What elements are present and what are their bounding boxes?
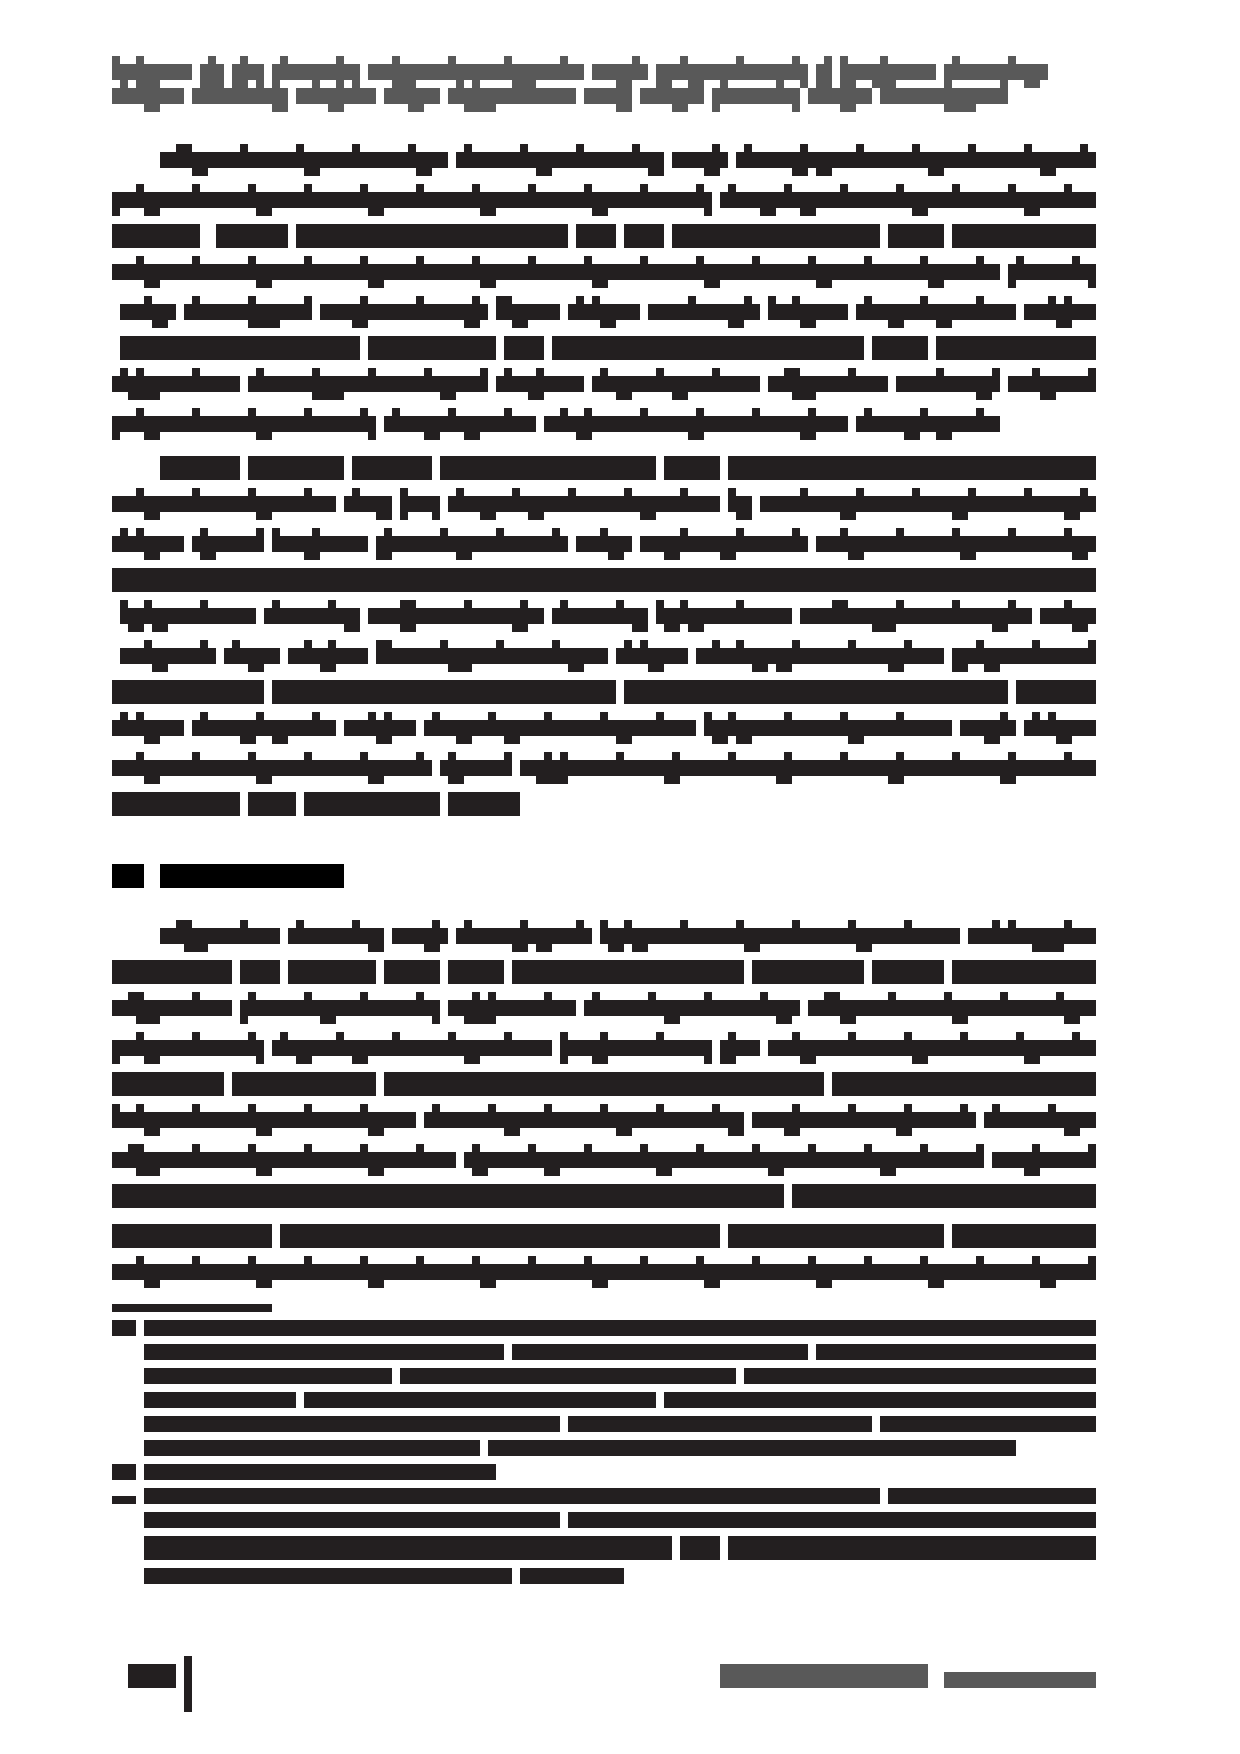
footer-divider [184,1656,192,1712]
journal-name [720,1664,928,1688]
journal-issue [944,1672,1096,1688]
page-number [128,1664,176,1688]
